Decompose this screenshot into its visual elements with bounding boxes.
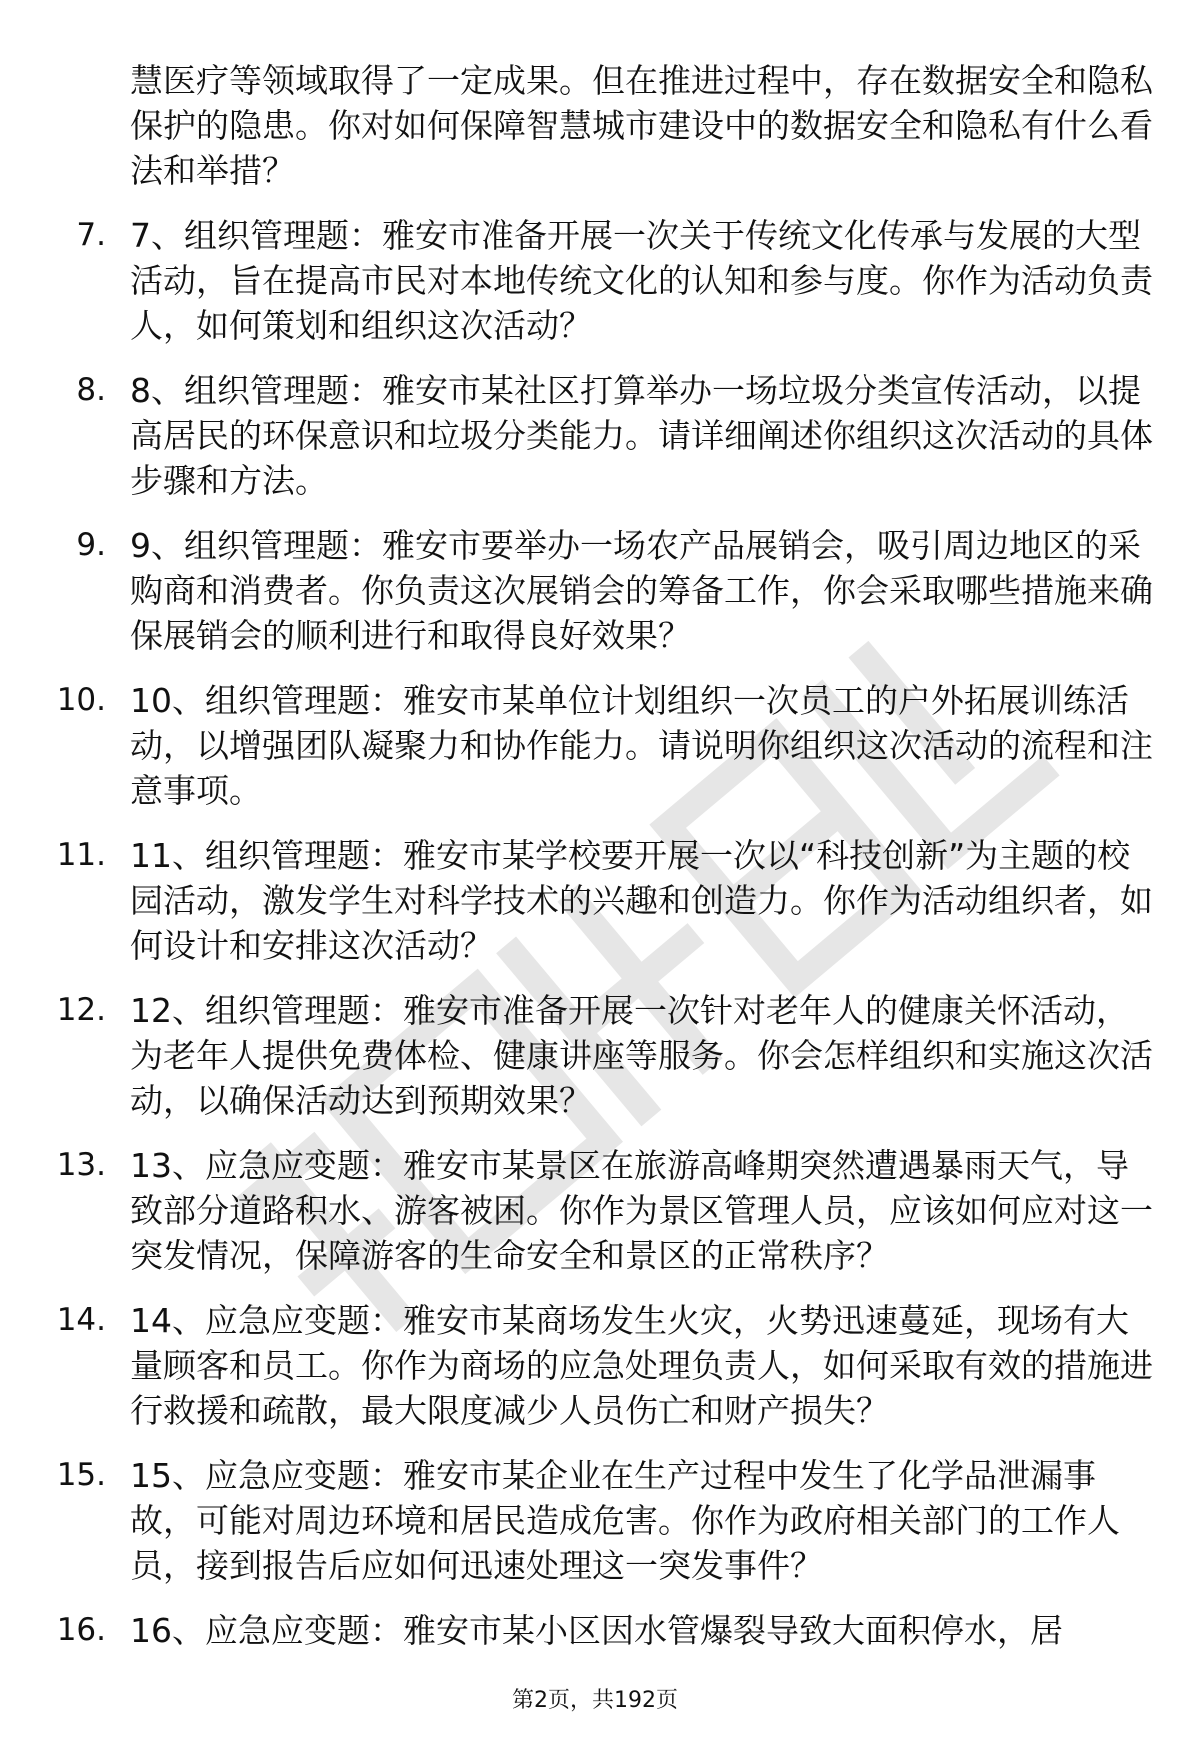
list-item — [0, 523, 1190, 658]
question-text: 8、组织管理题：雅安市某社区打算举办一场垃圾分类宣传活动，以提高居民的环保意识和垃圾分类能力。请详细阐述你组织这次活动的具体步骤和方法。 — [130, 371, 1153, 500]
list-item — [0, 1143, 1190, 1278]
list-number: 8. — [76, 372, 106, 408]
question-text: 11、组织管理题：雅安市某学校要开展一次以“科技创新”为主题的校园活动，激发学生对科学技术的兴趣和创造力。你作为活动组织者，如何设计和安排这次活动？ — [130, 836, 1153, 965]
question-list — [0, 213, 1190, 1653]
question-text: 7、组织管理题：雅安市准备开展一次关于传统文化传承与发展的大型活动，旨在提高市民对本地传统文化的认知和参与度。你作为活动负责人，如何策划和组织这次活动？ — [130, 216, 1153, 345]
list-item — [0, 213, 1190, 348]
question-text: 13、应急应变题：雅安市某景区在旅游高峰期突然遭遇暴雨天气，导致部分道路积水、游客被困。你作为景区管理人员，应该如何应对这一突发情况，保障游客的生命安全和景区的正常秩序？ — [130, 1146, 1153, 1275]
list-number: 7. — [76, 217, 106, 253]
list-number: 16. — [56, 1612, 106, 1648]
list-number: 14. — [56, 1302, 106, 1338]
question-text: 9、组织管理题：雅安市要举办一场农产品展销会，吸引周边地区的采购商和消费者。你负责这次展销会的筹备工作，你会采取哪些措施来确保展销会的顺利进行和取得良好效果？ — [130, 526, 1153, 655]
list-number: 10. — [56, 682, 106, 718]
list-number: 13. — [56, 1147, 106, 1183]
list-item — [0, 1453, 1190, 1588]
list-item — [0, 1608, 1190, 1653]
list-number: 11. — [56, 837, 106, 873]
question-text: 14、应急应变题：雅安市某商场发生火灾，火势迅速蔓延，现场有大量顾客和员工。你作为商场的应急处理负责人，如何采取有效的措施进行救援和疏散，最大限度减少人员伤亡和财产损失？ — [130, 1301, 1153, 1430]
question-text: 12、组织管理题：雅安市准备开展一次针对老年人的健康关怀活动，为老年人提供免费体检、健康讲座等服务。你会怎样组织和实施这次活动，以确保活动达到预期效果？ — [130, 991, 1153, 1120]
question-text: 10、组织管理题：雅安市某单位计划组织一次员工的户外拓展训练活动，以增强团队凝聚力和协作能力。请说明你组织这次活动的流程和注意事项。 — [130, 681, 1153, 810]
list-item — [0, 368, 1190, 503]
question-continuation-text: 慧医疗等领域取得了一定成果。但在推进过程中，存在数据安全和隐私保护的隐患。你对如何保障智慧城市建设中的数据安全和隐私有什么看法和举措？ — [130, 61, 1153, 190]
list-number: 12. — [56, 992, 106, 1028]
question-text: 15、应急应变题：雅安市某企业在生产过程中发生了化学品泄漏事故，可能对周边环境和居民造成危害。你作为政府相关部门的工作人员，接到报告后应如何迅速处理这一突发事件？ — [130, 1456, 1120, 1585]
list-number: 15. — [56, 1457, 106, 1493]
list-item — [0, 833, 1190, 968]
list-item — [0, 1298, 1190, 1433]
page-number-footer: 第2页，共192页 — [512, 1688, 678, 1713]
question-text: 16、应急应变题：雅安市某小区因水管爆裂导致大面积停水，居 — [130, 1611, 1063, 1650]
list-item — [0, 988, 1190, 1123]
list-item — [0, 678, 1190, 813]
list-number: 9. — [76, 527, 106, 563]
